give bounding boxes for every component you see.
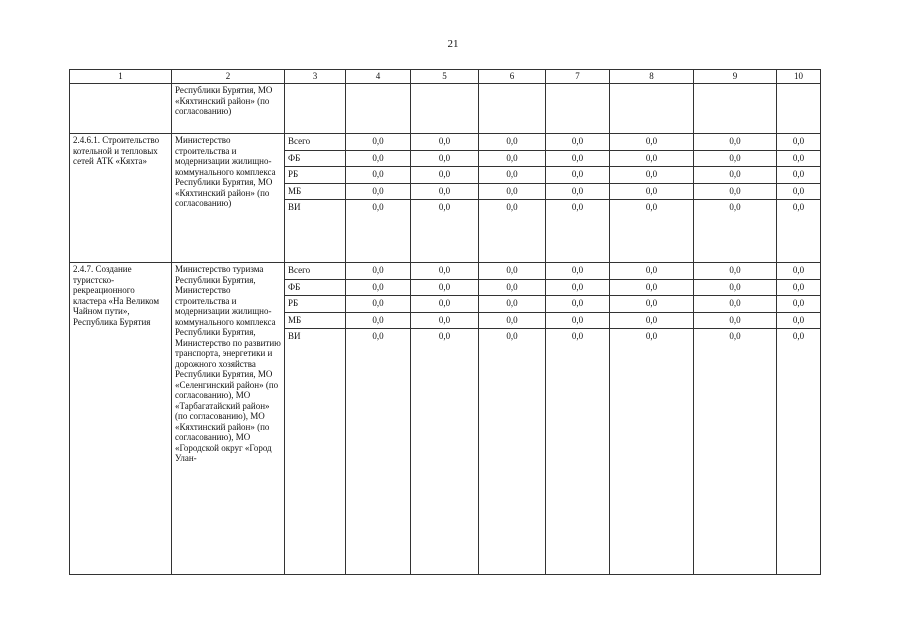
amount-value: 0,0 (479, 280, 545, 297)
amount-value: 0,0 (411, 263, 478, 280)
table-row (70, 263, 821, 575)
amount-value: 0,0 (777, 151, 820, 168)
amount-value: 0,0 (777, 280, 820, 297)
amount-value: 0,0 (792, 202, 805, 212)
amount-value: 0,0 (645, 202, 658, 212)
header-cell: 2 (172, 70, 285, 84)
amount-value: 0,0 (546, 184, 609, 201)
header-cell: 1 (70, 70, 172, 84)
amount-value: 0,0 (546, 167, 609, 184)
funding-source-cell (285, 263, 346, 575)
empty-cell (411, 84, 479, 134)
value-cell (777, 134, 821, 263)
funding-source-label: РБ (285, 167, 345, 184)
funding-source-label: МБ (285, 313, 345, 330)
amount-value: 0,0 (694, 280, 776, 297)
funding-source-label: МБ (285, 184, 345, 201)
empty-cell (546, 84, 610, 134)
header-row (70, 70, 821, 84)
amount-value: 0,0 (346, 134, 410, 151)
amount-value: 0,0 (479, 263, 545, 280)
amount-value: 0,0 (694, 167, 776, 184)
value-cell (694, 263, 777, 575)
empty-cell (777, 84, 821, 134)
value-cell (346, 263, 411, 575)
value-cell (546, 134, 610, 263)
value-cell (411, 134, 479, 263)
amount-value: 0,0 (610, 151, 693, 168)
amount-value: 0,0 (546, 280, 609, 297)
amount-value: 0,0 (411, 296, 478, 313)
header-cell: 7 (546, 70, 610, 84)
amount-value: 0,0 (546, 263, 609, 280)
amount-value: 0,0 (546, 296, 609, 313)
amount-value: 0,0 (610, 296, 693, 313)
amount-value: 0,0 (777, 134, 820, 151)
amount-value: 0,0 (571, 202, 584, 212)
funding-source-label: РБ (285, 296, 345, 313)
amount-value: 0,0 (546, 313, 609, 330)
funding-source-label: ВИ (288, 331, 301, 341)
value-cell (777, 263, 821, 575)
header-cell: 6 (479, 70, 546, 84)
header-cell: 4 (346, 70, 411, 84)
amount-value: 0,0 (571, 331, 584, 341)
value-cell (694, 134, 777, 263)
amount-value: 0,0 (479, 313, 545, 330)
amount-value: 0,0 (346, 167, 410, 184)
executor-cell: Министерство строительства и модернизации жилищно-коммунального комплекса Республики Бурятия, МО «Кяхтинский район» (по согласованию) (172, 134, 285, 263)
amount-value: 0,0 (411, 134, 478, 151)
header-cell: 8 (610, 70, 694, 84)
value-cell (610, 263, 694, 575)
amount-value: 0,0 (777, 296, 820, 313)
amount-value: 0,0 (372, 202, 384, 212)
amount-value: 0,0 (729, 331, 741, 341)
amount-value: 0,0 (346, 184, 410, 201)
continuation-row (70, 84, 821, 134)
amount-value: 0,0 (411, 313, 478, 330)
amount-value: 0,0 (411, 280, 478, 297)
amount-value: 0,0 (546, 151, 609, 168)
amount-value: 0,0 (479, 151, 545, 168)
amount-value: 0,0 (479, 184, 545, 201)
continuation-name-cell (70, 84, 172, 134)
amount-value: 0,0 (506, 202, 518, 212)
funding-source-cell (285, 134, 346, 263)
amount-value: 0,0 (729, 202, 741, 212)
amount-value: 0,0 (694, 134, 776, 151)
amount-value: 0,0 (411, 151, 478, 168)
funding-source-label: Всего (285, 134, 345, 151)
amount-value: 0,0 (346, 313, 410, 330)
value-cell (479, 134, 546, 263)
amount-value: 0,0 (506, 331, 518, 341)
measure-name-cell: 2.4.7. Создание туристско-рекреационного кластера «На Великом Чайном пути», Республика Бурятия (70, 263, 172, 575)
amount-value: 0,0 (546, 134, 609, 151)
amount-value: 0,0 (694, 296, 776, 313)
empty-cell (479, 84, 546, 134)
header-cell: 10 (777, 70, 821, 84)
value-cell (411, 263, 479, 575)
header-cell: 3 (285, 70, 346, 84)
empty-cell (610, 84, 694, 134)
amount-value: 0,0 (411, 167, 478, 184)
amount-value: 0,0 (346, 280, 410, 297)
amount-value: 0,0 (438, 202, 451, 212)
funding-source-label: Всего (285, 263, 345, 280)
value-cell (546, 263, 610, 575)
value-cell (610, 134, 694, 263)
amount-value: 0,0 (372, 331, 384, 341)
budget-table (69, 69, 821, 575)
measure-name-cell: 2.4.6.1. Строительство котельной и тепловых сетей АТК «Кяхта» (70, 134, 172, 263)
amount-value: 0,0 (411, 184, 478, 201)
amount-value: 0,0 (610, 184, 693, 201)
page-number: 21 (447, 38, 459, 50)
empty-cell (694, 84, 777, 134)
amount-value: 0,0 (777, 313, 820, 330)
amount-value: 0,0 (479, 134, 545, 151)
executor-cell: Министерство туризма Республики Бурятия, Министерство строительства и модернизации жилищно-коммунального комплекса Республики Бурятия, Министерство по развитию транспорта, энергетики и дорожного хозяйства Республики Бурятия, МО «Селенгинский район» (по согласованию), МО «Тарбагатайский район» (по согласованию), МО «Кяхтинский район» (по согласованию), МО «Городской округ «Город Улан- (172, 263, 285, 575)
amount-value: 0,0 (645, 331, 658, 341)
amount-value: 0,0 (694, 313, 776, 330)
amount-value: 0,0 (438, 331, 451, 341)
funding-source-label: ФБ (285, 280, 345, 297)
amount-value: 0,0 (610, 167, 693, 184)
amount-value: 0,0 (694, 263, 776, 280)
value-cell (479, 263, 546, 575)
amount-value: 0,0 (610, 313, 693, 330)
funding-source-label: ВИ (288, 202, 301, 212)
empty-cell (285, 84, 346, 134)
amount-value: 0,0 (777, 263, 820, 280)
amount-value: 0,0 (694, 184, 776, 201)
amount-value: 0,0 (610, 263, 693, 280)
header-cell: 9 (694, 70, 777, 84)
amount-value: 0,0 (610, 280, 693, 297)
amount-value: 0,0 (792, 331, 805, 341)
table-row (70, 134, 821, 263)
amount-value: 0,0 (777, 167, 820, 184)
empty-cell (346, 84, 411, 134)
amount-value: 0,0 (346, 151, 410, 168)
value-cell (346, 134, 411, 263)
amount-value: 0,0 (346, 296, 410, 313)
header-cell: 5 (411, 70, 479, 84)
amount-value: 0,0 (777, 184, 820, 201)
amount-value: 0,0 (610, 134, 693, 151)
amount-value: 0,0 (479, 167, 545, 184)
funding-source-label: ФБ (285, 151, 345, 168)
amount-value: 0,0 (479, 296, 545, 313)
continuation-executor-cell: Республики Бурятия, МО «Кяхтинский район» (по согласованию) (172, 84, 285, 134)
amount-value: 0,0 (694, 151, 776, 168)
amount-value: 0,0 (346, 263, 410, 280)
